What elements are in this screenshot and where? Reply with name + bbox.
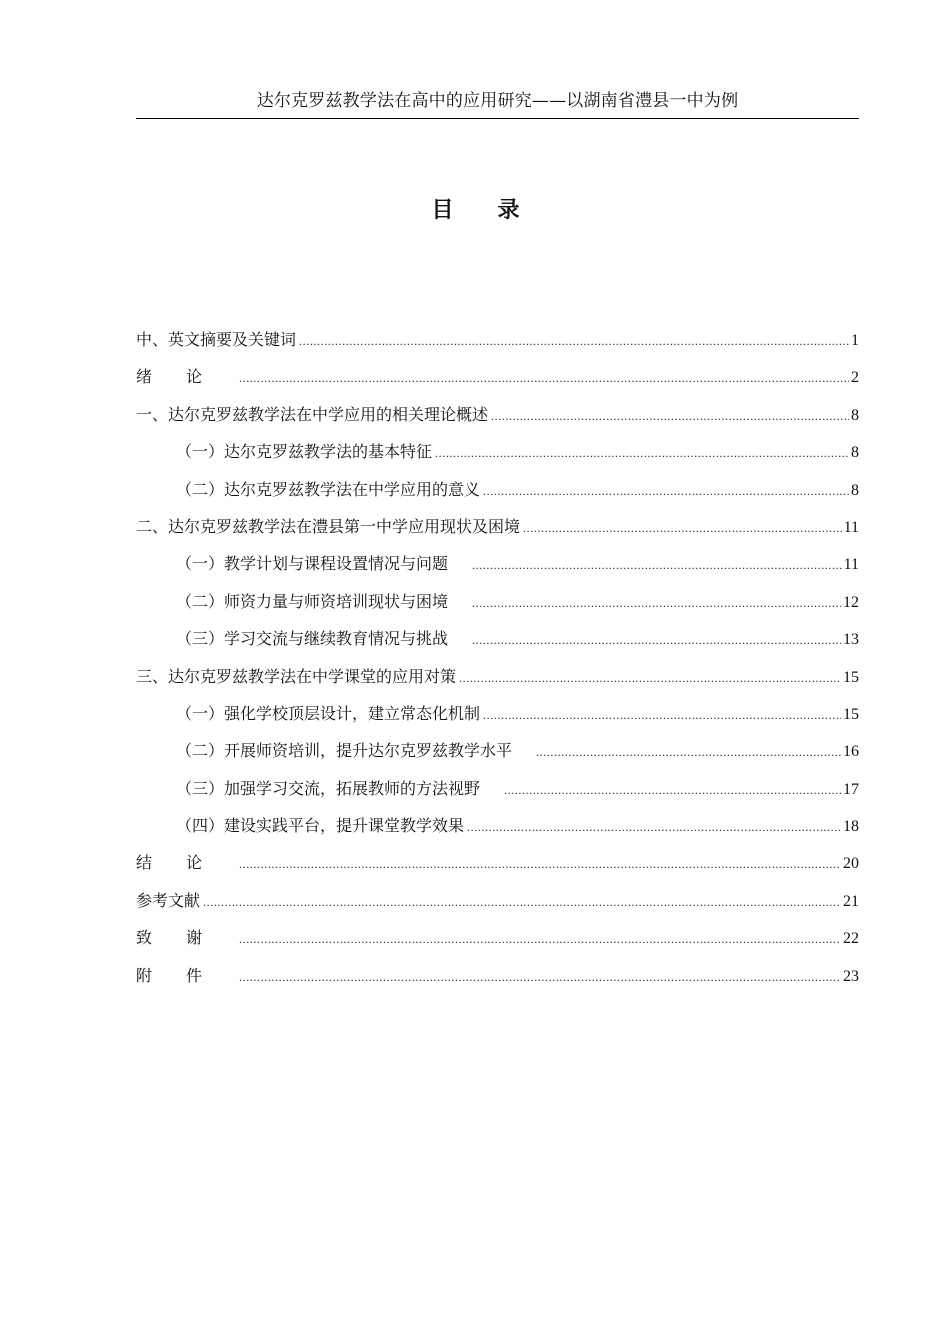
toc-entry-abstract[interactable] xyxy=(136,321,859,358)
running-header: 达尔克罗兹教学法在高中的应用研究——以湖南省澧县一中为例 xyxy=(136,84,859,119)
toc-page-number: 20 xyxy=(843,855,859,873)
toc-entry-label: （三）加强学习交流，拓展教师的方法视野 xyxy=(176,778,481,798)
toc-entry-acknowledgements[interactable] xyxy=(136,919,859,956)
toc-entry-introduction[interactable] xyxy=(136,358,859,395)
table-of-contents xyxy=(136,321,859,994)
toc-page-number: 11 xyxy=(843,556,859,574)
toc-title: 目录 xyxy=(431,198,564,223)
toc-entry-chapter-2[interactable] xyxy=(136,508,859,545)
toc-entry-label: 致谢 xyxy=(136,928,237,948)
toc-leader-dots xyxy=(239,921,841,958)
toc-entry-label: 绪论 xyxy=(136,367,237,387)
toc-leader-dots xyxy=(203,884,841,921)
toc-entry-label: 一、达尔克罗兹教学法在中学应用的相关理论概述 xyxy=(136,404,489,424)
toc-entry-label: 三、达尔克罗兹教学法在中学课堂的应用对策 xyxy=(136,666,457,686)
toc-entry-appendix[interactable] xyxy=(136,957,859,994)
toc-entry-section-2-2[interactable] xyxy=(136,583,859,620)
toc-leader-dots xyxy=(239,959,841,996)
toc-page-number: 16 xyxy=(843,743,859,761)
toc-entry-label: （三）学习交流与继续教育情况与挑战 xyxy=(176,629,449,649)
toc-entry-label: （四）建设实践平台，提升课堂教学效果 xyxy=(176,816,465,836)
toc-entry-chapter-1[interactable] xyxy=(136,396,859,433)
toc-entry-label: 附件 xyxy=(136,965,237,985)
toc-entry-section-1-2[interactable] xyxy=(136,471,859,508)
toc-leader-dots xyxy=(435,435,849,472)
toc-leader-dots xyxy=(459,660,841,697)
toc-entry-label: （二）开展师资培训，提升达尔克罗兹教学水平 xyxy=(176,741,513,761)
toc-entry-label: （一）达尔克罗兹教学法的基本特征 xyxy=(176,442,433,462)
toc-leader-dots xyxy=(472,622,841,659)
toc-page-number: 23 xyxy=(843,967,859,985)
toc-leader-dots xyxy=(239,846,841,883)
toc-page-number: 12 xyxy=(843,593,859,611)
toc-entry-section-3-1[interactable] xyxy=(136,695,859,732)
toc-entry-section-2-1[interactable] xyxy=(136,545,859,582)
toc-entry-label: 二、达尔克罗兹教学法在澧县第一中学应用现状及困境 xyxy=(136,516,521,536)
toc-leader-dots xyxy=(491,398,849,435)
toc-entry-references[interactable] xyxy=(136,882,859,919)
toc-page-number: 15 xyxy=(843,668,859,686)
toc-leader-dots xyxy=(472,585,841,622)
toc-entry-label: （二）达尔克罗兹教学法在中学应用的意义 xyxy=(176,479,481,499)
toc-entry-label: 参考文献 xyxy=(136,890,201,910)
toc-entry-label: 结论 xyxy=(136,853,237,873)
toc-leader-dots xyxy=(504,772,841,809)
toc-page-number: 2 xyxy=(851,369,859,387)
toc-page-number: 11 xyxy=(843,518,859,536)
toc-page-number: 17 xyxy=(843,780,859,798)
toc-entry-label: （一）教学计划与课程设置情况与问题 xyxy=(176,554,449,574)
toc-page-number: 8 xyxy=(851,481,859,499)
toc-page-number: 22 xyxy=(843,930,859,948)
toc-leader-dots xyxy=(483,473,849,510)
toc-leader-dots xyxy=(536,734,841,771)
toc-entry-label: （二）师资力量与师资培训现状与困境 xyxy=(176,591,449,611)
toc-leader-dots xyxy=(239,360,849,397)
toc-entry-section-3-2[interactable] xyxy=(136,732,859,769)
toc-leader-dots xyxy=(472,547,842,584)
toc-entry-section-2-3[interactable] xyxy=(136,620,859,657)
toc-entry-section-1-1[interactable] xyxy=(136,433,859,470)
toc-page-number: 21 xyxy=(843,892,859,910)
toc-entry-chapter-3[interactable] xyxy=(136,658,859,695)
toc-page-number: 1 xyxy=(851,332,859,349)
toc-entry-label: （一）强化学校顶层设计，建立常态化机制 xyxy=(176,703,481,723)
toc-page-number: 18 xyxy=(843,818,859,836)
toc-page-number: 8 xyxy=(851,444,859,462)
toc-leader-dots xyxy=(483,697,841,734)
toc-page-number: 15 xyxy=(843,705,859,723)
toc-entry-label: 中、英文摘要及关键词 xyxy=(136,330,297,349)
toc-entry-conclusion[interactable] xyxy=(136,844,859,881)
toc-entry-section-3-3[interactable] xyxy=(136,770,859,807)
toc-page-number: 8 xyxy=(851,406,859,424)
toc-leader-dots xyxy=(467,809,841,846)
toc-leader-dots xyxy=(299,323,849,360)
toc-entry-section-3-4[interactable] xyxy=(136,807,859,844)
toc-page-number: 13 xyxy=(843,631,859,649)
toc-leader-dots xyxy=(523,510,842,547)
